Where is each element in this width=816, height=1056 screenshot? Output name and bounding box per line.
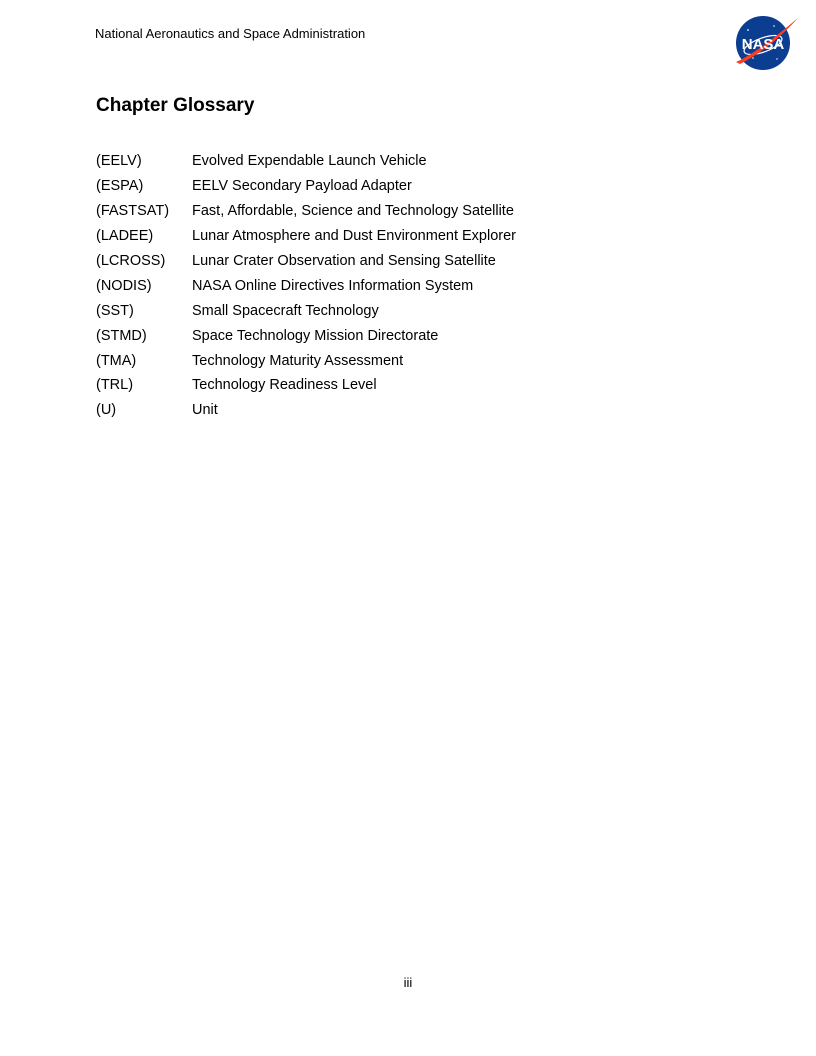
glossary-entry bbox=[96, 224, 556, 249]
glossary-abbreviation: (ESPA) bbox=[96, 178, 144, 195]
page-title: Chapter Glossary bbox=[96, 95, 255, 116]
glossary-definition: Small Spacecraft Technology bbox=[192, 302, 379, 319]
glossary-definition: Technology Maturity Assessment bbox=[192, 352, 404, 369]
glossary-definition: Fast, Affordable, Science and Technology Satellite bbox=[192, 203, 514, 220]
nasa-logo-icon bbox=[730, 14, 800, 74]
glossary-definition: Lunar Atmosphere and Dust Environment Explorer bbox=[192, 228, 517, 245]
glossary-definition: Space Technology Mission Directorate bbox=[192, 327, 439, 344]
glossary-abbreviation: (NODIS) bbox=[96, 277, 152, 294]
glossary-entry bbox=[96, 249, 556, 274]
glossary-abbreviation: (LADEE) bbox=[96, 228, 154, 245]
glossary-abbreviation: (SST) bbox=[96, 302, 134, 319]
glossary-abbreviation: (LCROSS) bbox=[96, 253, 166, 269]
glossary-entry bbox=[96, 373, 556, 398]
glossary-entry bbox=[96, 298, 556, 323]
glossary-definition: NASA Online Directives Information System bbox=[192, 277, 474, 294]
glossary-abbreviation: (STMD) bbox=[96, 327, 147, 344]
glossary-list bbox=[96, 149, 556, 423]
header-organization: National Aeronautics and Space Administration bbox=[95, 26, 366, 41]
nasa-logo-text: NASA bbox=[741, 36, 785, 53]
glossary-abbreviation: (FASTSAT) bbox=[96, 203, 170, 220]
glossary-entry bbox=[96, 398, 556, 423]
glossary-definition: Unit bbox=[192, 402, 218, 419]
glossary-entry bbox=[96, 273, 556, 298]
glossary-definition: Technology Readiness Level bbox=[192, 377, 377, 394]
glossary-entry bbox=[96, 348, 556, 373]
glossary-definition: Evolved Expendable Launch Vehicle bbox=[192, 153, 427, 170]
glossary-abbreviation: (TRL) bbox=[96, 377, 134, 394]
glossary-definition: EELV Secondary Payload Adapter bbox=[192, 178, 412, 195]
glossary-entry bbox=[96, 149, 556, 174]
glossary-abbreviation: (EELV) bbox=[96, 153, 142, 170]
page-number: iii bbox=[403, 975, 413, 990]
glossary-entry bbox=[96, 323, 556, 348]
glossary-definition: Lunar Crater Observation and Sensing Satellite bbox=[192, 253, 496, 269]
glossary-abbreviation: (U) bbox=[96, 402, 117, 419]
glossary-entry bbox=[96, 174, 556, 199]
glossary-entry bbox=[96, 199, 556, 224]
glossary-abbreviation: (TMA) bbox=[96, 352, 137, 369]
